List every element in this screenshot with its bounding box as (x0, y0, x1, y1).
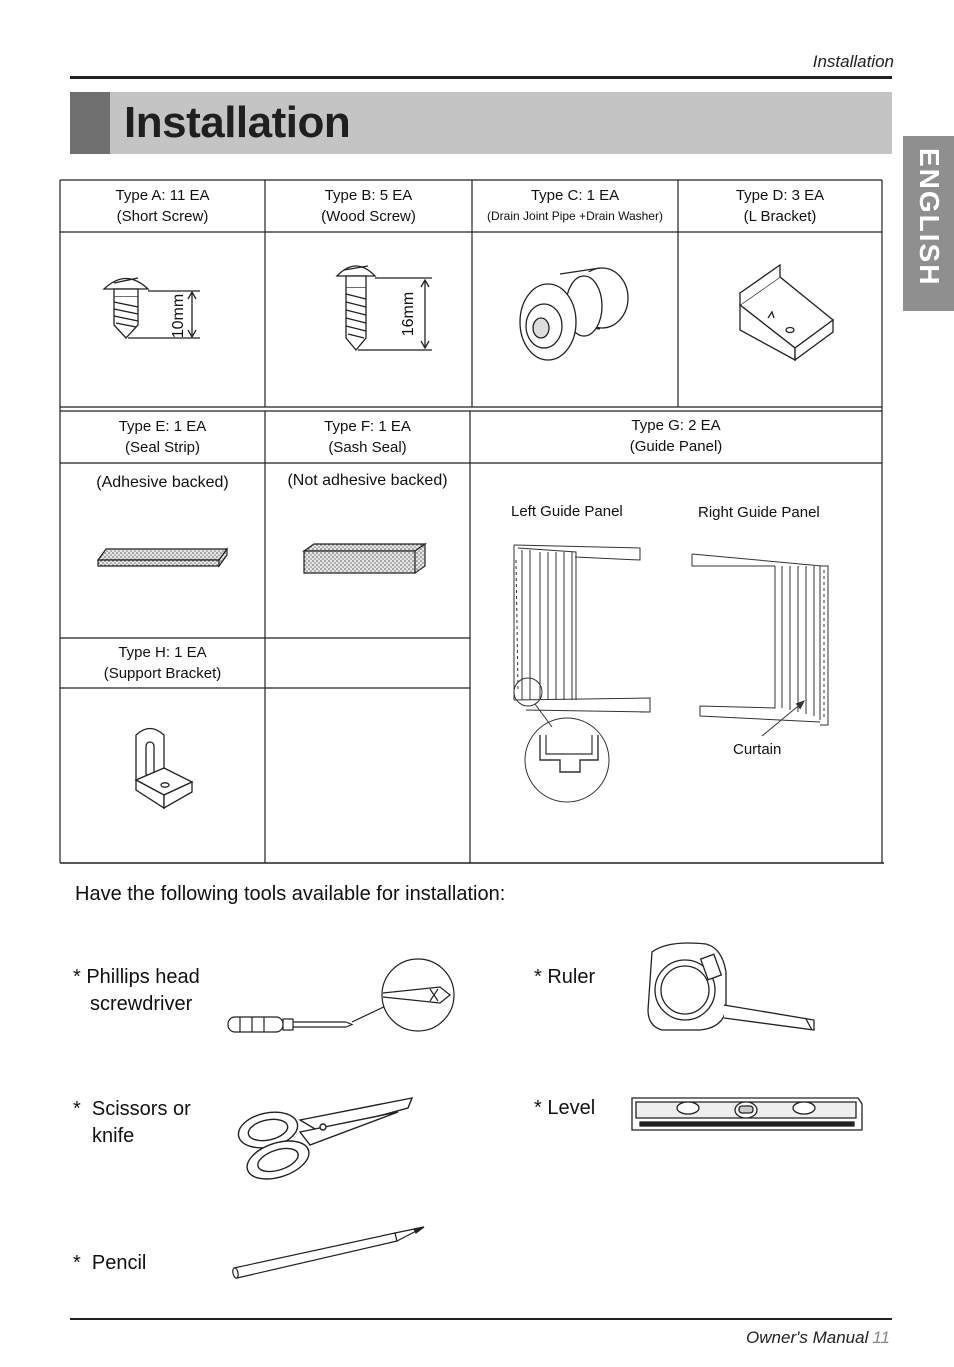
type-c-header (472, 185, 678, 227)
tool-ruler-label: * Ruler (534, 966, 596, 988)
page-number: 11 (872, 1328, 890, 1347)
type-b-header (265, 185, 472, 227)
type-d-header (678, 185, 882, 227)
sash-seal-icon (304, 544, 425, 573)
tool-scissors-line1: * Scissors or (73, 1098, 191, 1120)
pencil-icon (232, 1227, 424, 1279)
tool-screwdriver-label (73, 964, 200, 1018)
type-f-note: (Not adhesive backed) (287, 472, 448, 489)
tool-screwdriver-line2: screwdriver (90, 993, 193, 1015)
scissors-icon (235, 1098, 412, 1186)
tool-level-label: * Level (534, 1097, 596, 1119)
support-bracket-icon (136, 729, 192, 809)
tool-scissors-line2: knife (92, 1125, 135, 1147)
type-f-name: Type F: 1 EA (324, 418, 411, 435)
type-h-header (60, 642, 265, 684)
type-b-name: Type B: 5 EA (324, 187, 413, 204)
type-c-desc: (Drain Joint Pipe +Drain Washer) (487, 209, 663, 223)
right-guide-panel-label: Right Guide Panel (698, 504, 820, 521)
page-title: Installation (124, 98, 351, 147)
footer-text: Owner's Manual (746, 1328, 869, 1347)
type-a-name: Type A: 11 EA (115, 187, 210, 204)
tool-pencil-label: * Pencil (73, 1252, 147, 1274)
type-a-header (60, 185, 265, 227)
type-e-header (60, 416, 265, 458)
bottom-rule (70, 1318, 892, 1320)
type-f-desc: (Sash Seal) (328, 439, 407, 456)
type-g-name: Type G: 2 EA (631, 417, 721, 434)
type-a-desc: (Short Screw) (116, 208, 209, 225)
tool-screwdriver-line1: * Phillips head (73, 966, 200, 988)
left-guide-panel-icon (514, 545, 650, 802)
type-e-desc: (Seal Strip) (124, 439, 201, 456)
drain-joint-icon (520, 268, 628, 360)
type-d-desc: (L Bracket) (743, 208, 817, 225)
l-bracket-icon (740, 265, 833, 360)
type-h-desc: (Support Bracket) (103, 665, 222, 682)
seal-strip-icon (98, 549, 227, 566)
type-h-name: Type H: 1 EA (118, 644, 207, 661)
type-e-name: Type E: 1 EA (118, 418, 207, 435)
type-b-dimension: 16mm (400, 291, 417, 337)
left-guide-panel-label: Left Guide Panel (511, 503, 623, 520)
wood-screw-icon (337, 266, 432, 350)
type-e-note: (Adhesive backed) (96, 474, 229, 491)
tools-heading: Have the following tools available for installation: (75, 883, 506, 905)
language-tab-label: ENGLISH (914, 148, 945, 287)
level-icon (632, 1098, 862, 1130)
type-f-header (265, 416, 470, 458)
type-c-name: Type C: 1 EA (530, 187, 620, 204)
type-g-desc: (Guide Panel) (629, 438, 723, 455)
type-a-dimension: 10mm (170, 293, 187, 339)
curtain-label: Curtain (733, 741, 782, 758)
right-guide-panel-icon (692, 554, 828, 736)
screwdriver-icon (228, 959, 454, 1032)
footer (600, 1328, 890, 1348)
tool-scissors-label (73, 1096, 191, 1150)
tape-measure-icon (648, 943, 814, 1030)
type-d-name: Type D: 3 EA (735, 187, 825, 204)
type-g-header (470, 415, 882, 457)
running-head: Installation (812, 52, 894, 71)
type-b-desc: (Wood Screw) (321, 208, 416, 225)
